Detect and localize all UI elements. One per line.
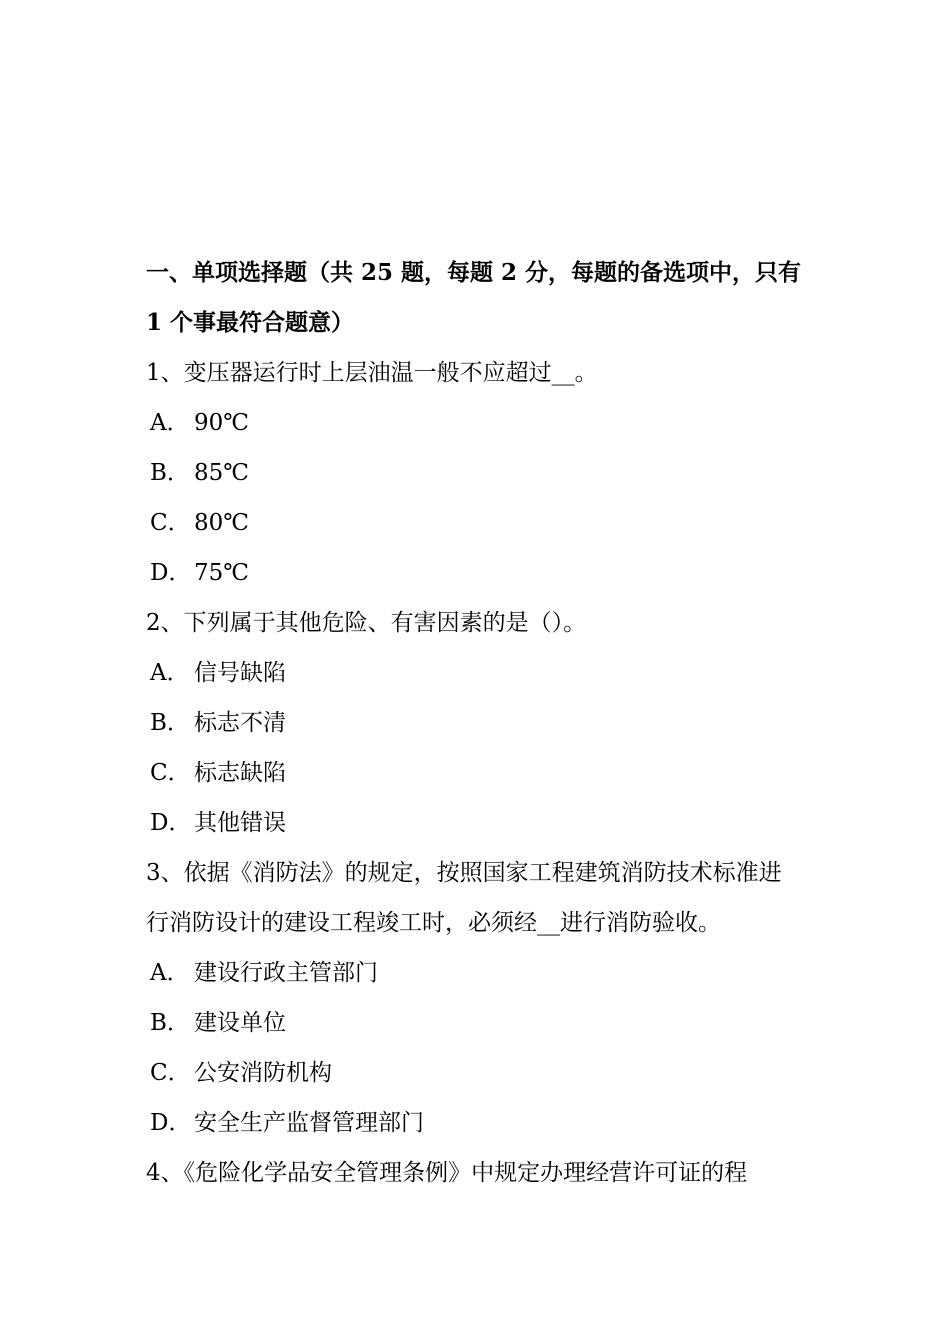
- question-1-text: 1、变压器运行时上层油温一般不应超过__。: [146, 360, 598, 386]
- question-3-option-c: [146, 1048, 810, 1098]
- question-3-option-a: [146, 948, 810, 998]
- option-letter: B．: [150, 710, 190, 736]
- section-heading-line-2: 1 个事最符合题意）: [146, 309, 355, 336]
- question-1-option-d: [146, 548, 810, 598]
- option-letter: D．: [150, 810, 192, 836]
- option-text: 75℃: [194, 560, 249, 586]
- option-letter: D．: [150, 560, 192, 586]
- question-3-option-d: [146, 1098, 810, 1148]
- option-text: 90℃: [194, 410, 249, 436]
- option-text: 80℃: [194, 510, 249, 536]
- option-text: 建设行政主管部门: [194, 960, 378, 986]
- option-text: 标志不清: [194, 710, 286, 736]
- question-1-option-c: [146, 498, 810, 548]
- option-letter: B．: [150, 1010, 190, 1036]
- question-3-option-b: [146, 998, 810, 1048]
- question-2-option-b: [146, 698, 810, 748]
- option-text: 公安消防机构: [194, 1060, 332, 1086]
- option-letter: C．: [150, 510, 191, 536]
- option-letter: D．: [150, 1110, 192, 1136]
- option-letter: A．: [150, 660, 190, 686]
- option-text: 其他错误: [194, 810, 286, 836]
- question-3-text-line-2: 行消防设计的建设工程竣工时，必须经__进行消防验收。: [146, 910, 721, 936]
- question-1-option-a: [146, 398, 810, 448]
- question-2-option-a: [146, 648, 810, 698]
- question-4-text: 4、《危险化学品安全管理条例》中规定办理经营许可证的程: [146, 1160, 748, 1186]
- option-text: 安全生产监督管理部门: [194, 1110, 424, 1136]
- option-text: 信号缺陷: [194, 660, 286, 686]
- option-letter: C．: [150, 1060, 191, 1086]
- section-heading-line-1: 一、单项选择题（共 25 题，每题 2 分，每题的备选项中，只有: [146, 259, 802, 286]
- option-letter: A．: [150, 410, 190, 436]
- option-letter: A．: [150, 960, 190, 986]
- question-2-text: 2、下列属于其他危险、有害因素的是（）。: [146, 610, 587, 636]
- option-text: 建设单位: [194, 1010, 286, 1036]
- question-3-text-line-1: 3、依据《消防法》的规定，按照国家工程建筑消防技术标准进: [146, 860, 782, 886]
- document-page: [146, 248, 810, 1198]
- question-2-option-c: [146, 748, 810, 798]
- option-letter: B．: [150, 460, 190, 486]
- question-2-option-d: [146, 798, 810, 848]
- option-letter: C．: [150, 760, 191, 786]
- question-1-option-b: [146, 448, 810, 498]
- option-text: 85℃: [194, 460, 249, 486]
- option-text: 标志缺陷: [194, 760, 286, 786]
